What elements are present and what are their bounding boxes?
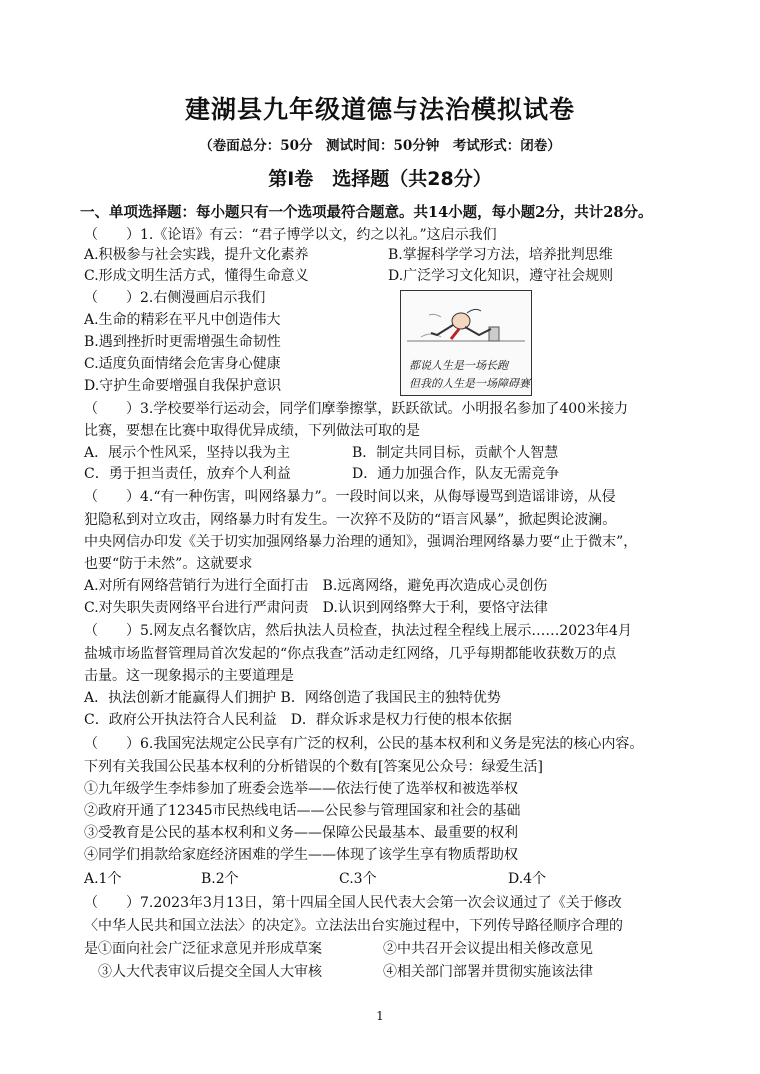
question-6-item-1: ①九年级学生李炜参加了班委会选举——依法行使了选举权和被选举权	[84, 781, 518, 797]
question-6-option-c: C.3个	[339, 871, 377, 887]
question-7-item-4: ④相关部门部署并贯彻实施该法律	[383, 964, 593, 980]
question-6-item-4: ④同学们捐款给家庭经济困难的学生——体现了该学生享有物质帮助权	[84, 847, 518, 863]
question-6-option-a: A.1个	[84, 871, 122, 887]
question-6-item-2: ②政府开通了12345市民热线电话——公民参与管理国家和社会的基础	[84, 803, 521, 819]
question-1-stem: （ ）1.《论语》有云：“君子博学以文，约之以礼。”这启示我们	[84, 227, 497, 243]
question-2-option-c: C.适度负面情绪会危害身心健康	[84, 356, 281, 372]
question-7-item-2: ②中共召开会议提出相关修改意见	[383, 941, 593, 957]
question-6-option-d: D.4个	[508, 871, 547, 887]
question-4-options-ab: A.对所有网络营销行为进行全面打击 B.远离网络，避免再次造成心灵创伤	[84, 578, 548, 594]
question-1-option-c: C.形成文明生活方式，懂得生命意义	[84, 268, 309, 284]
exam-title: 建湖县九年级道德与法治模拟试卷	[184, 95, 575, 124]
question-7-stem-line-1: （ ）7.2023年3月13日，第十四届全国人民代表大会第一次会议通过了《关于修改	[84, 895, 622, 911]
question-1-option-b: B.掌握科学学习方法，培养批判思维	[388, 247, 613, 263]
question-3-option-b: B．制定共同目标，贡献个人智慧	[352, 445, 559, 461]
cartoon-image	[400, 290, 532, 396]
cartoon-caption-line-1: 都说人生是一场长跑	[409, 359, 508, 372]
question-3-option-d: D．通力加强合作，队友无需竞争	[352, 466, 560, 482]
question-3-option-c: C．勇于担当责任，放弃个人利益	[84, 466, 291, 482]
question-7-item-1: 是①面向社会广泛征求意见并形成草案	[84, 941, 322, 957]
question-5-options-cd: C．政府公开执法符合人民利益 D．群众诉求是权力行使的根本依据	[84, 712, 512, 728]
question-5-stem-line-1: （ ）5.网友点名餐饮店，然后执法人员检查，执法过程全程线上展示……2023年4月	[84, 623, 632, 639]
question-5-stem-line-3: 击量。这一现象揭示的主要道理是	[84, 668, 294, 684]
page-number: 1	[376, 1009, 384, 1023]
question-3-stem-line-1: （ ）3.学校要举行运动会，同学们摩拳擦掌，跃跃欲试。小明报名参加了400米接力	[84, 401, 629, 417]
question-6-option-b: B.2个	[201, 871, 239, 887]
question-5-options-ab: A．执法创新才能赢得人们拥护 B．网络创造了我国民主的独特优势	[84, 690, 501, 706]
cartoon-caption-line-2: 但我的人生是一场障碍赛	[409, 377, 530, 390]
question-7-item-3: ③人大代表审议后提交全国人大审核	[98, 964, 322, 980]
question-6-item-3: ③受教育是公民的基本权利和义务——保障公民最基本、最重要的权利	[84, 825, 518, 841]
question-2-option-a: A.生命的精彩在平凡中创造伟大	[84, 312, 281, 328]
question-4-stem-line-2: 犯隐私到对立攻击，网络暴力时有发生。一次猝不及防的“语言风暴”，掀起舆论波澜。	[84, 512, 617, 528]
question-3-option-a: A．展示个性风采，坚持以我为主	[84, 445, 291, 461]
question-6-stem-line-1: （ ）6.我国宪法规定公民享有广泛的权利，公民的基本权利和义务是宪法的核心内容。	[84, 736, 644, 752]
question-2-option-b: B.遇到挫折时更需增强生命韧性	[84, 334, 281, 350]
question-4-stem-line-3: 中央网信办印发《关于切实加强网络暴力治理的通知》，强调治理网络暴力要“止于微末”，	[84, 534, 638, 550]
question-1-option-a: A.积极参与社会实践，提升文化素养	[84, 247, 309, 263]
question-4-stem-line-1: （ ）4.“有一种伤害，叫网络暴力”。一段时间以来，从侮辱谩骂到造谣诽谤，从侵	[84, 489, 616, 505]
question-2-option-d: D.守护生命要增强自我保护意识	[84, 378, 282, 394]
exam-subtitle: （卷面总分：50分 测试时间：50分钟 考试形式：闭卷）	[199, 138, 561, 154]
question-1-option-d: D.广泛学习文化知识，遵守社会规则	[388, 268, 614, 284]
question-7-stem-line-2: 〈中华人民共和国立法法〉的决定》。立法法出台实施过程中，下列传导路径顺序合理的	[84, 918, 623, 934]
question-4-stem-line-4: 也要“防于未然”。这就要求	[84, 556, 253, 572]
part-title: 第Ⅰ卷 选择题（共28分）	[268, 168, 492, 190]
question-3-stem-line-2: 比赛，要想在比赛中取得优异成绩，下列做法可取的是	[84, 423, 420, 439]
question-2-stem: （ ）2.右侧漫画启示我们	[84, 290, 266, 306]
section-heading: 一、单项选择题：每小题只有一个选项最符合题意。共14小题，每小题2分，共计28分。	[80, 204, 653, 221]
question-6-stem-line-2: 下列有关我国公民基本权利的分析错误的个数有[答案见公众号：绿爱生活]	[84, 759, 543, 775]
question-4-options-cd: C.对失职失责网络平台进行严肃问责 D.认识到网络弊大于利，要恪守法律	[84, 600, 548, 616]
question-5-stem-line-2: 盐城市场监督管理局首次发起的“你点我查”活动走红网络，几乎每期都能收获数万的点	[84, 646, 617, 662]
